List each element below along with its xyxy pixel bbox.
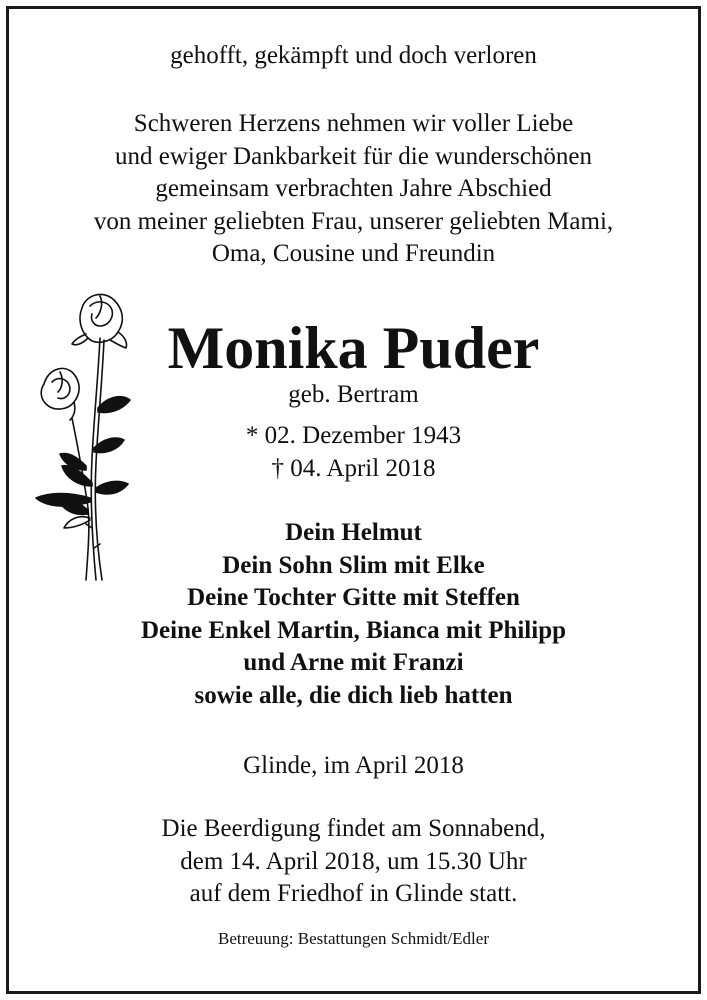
intro-line: gemeinsam verbrachten Jahre Abschied [155, 175, 552, 202]
intro-line: von meiner geliebten Frau, unserer geliebten Mami, [93, 207, 614, 235]
deceased-name: Monika Puder [167, 315, 540, 381]
place-date: Glinde, im April 2018 [243, 752, 464, 779]
funeral-line: auf dem Friedhof in Glinde statt. [189, 880, 518, 907]
mourner-line: Dein Helmut [285, 519, 422, 546]
intro-text [0, 108, 707, 271]
birth-date: * 02. Dezember 1943 [245, 422, 462, 449]
intro-line: und ewiger Dankbarkeit für die wunderschönen [115, 142, 592, 170]
mourner-line: Dein Sohn Slim mit Elke [222, 551, 485, 579]
intro-line: Schweren Herzens nehmen wir voller Liebe [133, 110, 574, 137]
funeral-home-credit: Betreuung: Bestattungen Schmidt/Edler [217, 929, 489, 948]
mourner-line: und Arne mit Franzi [243, 649, 464, 676]
birth-name: geb. Bertram [288, 381, 419, 408]
death-date: † 04. April 2018 [271, 455, 436, 482]
funeral-info [0, 813, 707, 911]
mourner-line: sowie alle, die dich lieb hatten [194, 681, 513, 709]
mourner-line: Deine Tochter Gitte mit Steffen [187, 584, 520, 611]
funeral-line: dem 14. April 2018, um 15.30 Uhr [180, 847, 527, 875]
funeral-line: Die Beerdigung findet am Sonnabend, [161, 815, 546, 842]
intro-line: Oma, Cousine und Freundin [211, 240, 496, 267]
motto: gehofft, gekämpft und doch verloren [170, 42, 537, 69]
mourner-line: Deine Enkel Martin, Bianca mit Philipp [140, 616, 567, 644]
mourners-list [0, 517, 707, 712]
